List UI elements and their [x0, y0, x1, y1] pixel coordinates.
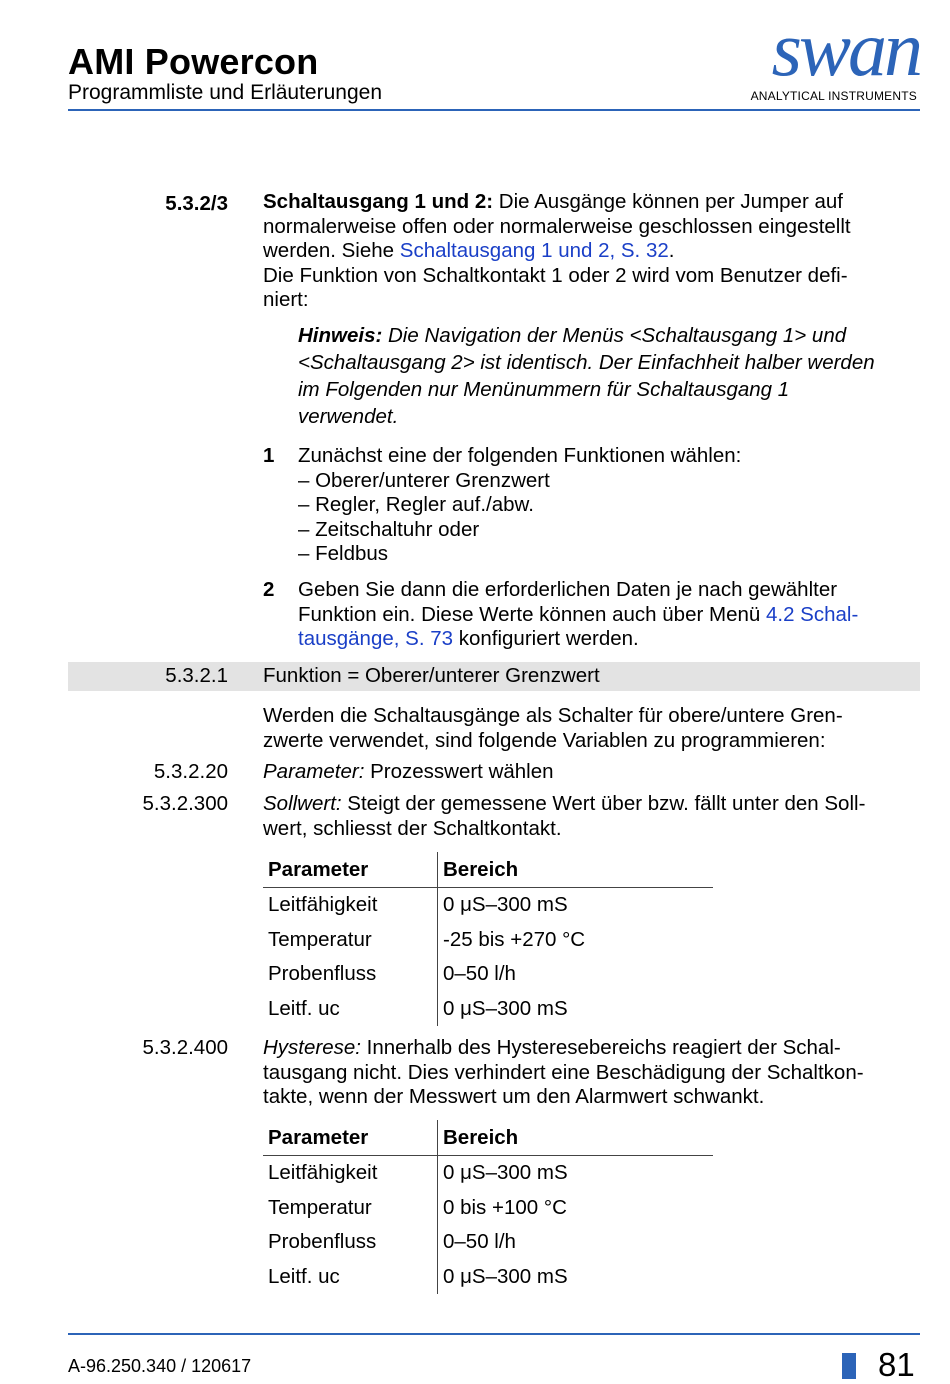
column-header: Parameter	[263, 852, 438, 888]
step-number: 2	[263, 578, 275, 601]
table-row: Probenfluss 0–50 l/h	[263, 957, 713, 992]
setpoint-range-table	[263, 852, 713, 1026]
table-row: Leitf. uc 0 μS–300 mS	[263, 992, 713, 1027]
section-number: 5.3.2.400	[142, 1036, 228, 1059]
subsection-title: Funktion = Oberer/unterer Grenzwert	[263, 664, 600, 687]
column-header: Parameter	[263, 1120, 438, 1156]
subsection-intro: Werden die Schaltausgänge als Schalter für obere/untere Gren- zwerte verwendet, sind folgende Variablen zu programmieren:	[263, 704, 843, 752]
document-title: AMI Powercon	[68, 41, 319, 82]
cross-reference-link[interactable]: 4.2 Schal-	[765, 602, 859, 626]
table-row: Leitfähigkeit 0 μS–300 mS	[263, 888, 713, 923]
step-number: 1	[263, 444, 275, 467]
document-number: A-96.250.340 / 120617	[68, 1356, 252, 1376]
hysteresis-range-table	[263, 1120, 713, 1294]
setpoint-entry: Sollwert: Steigt der gemessene Wert über bzw. fällt unter den Soll- wert, schliesst der Schaltkontakt.	[263, 792, 866, 840]
column-header: Bereich	[438, 852, 714, 888]
step-2-text: Geben Sie dann die erforderlichen Daten je nach gewählter Funktion ein. Diese Werte können auch über Menü 4.2 Schal- tausgänge, S. 73 konfiguriert werden.	[298, 578, 859, 650]
column-header: Bereich	[438, 1120, 714, 1156]
note-label: Hinweis:	[298, 324, 383, 347]
section-number: 5.3.2.300	[142, 792, 228, 815]
table-row: Leitfähigkeit 0 μS–300 mS	[263, 1156, 713, 1191]
section-paragraph: Schaltausgang 1 und 2: Die Ausgänge können per Jumper auf normalerweise offen oder normalerweise geschlossen eingestellt werden. Siehe Schaltausgang 1 und 2, S. 32. Die Funktion von Schaltkontakt 1 oder 2 wird vom Benutzer defi- niert:	[263, 190, 851, 311]
parameter-entry: Parameter: Prozesswert wählen	[263, 760, 554, 783]
document-subtitle: Programmliste und Erläuterungen	[68, 81, 382, 104]
page-marker-block	[842, 1353, 856, 1379]
table-row: Temperatur 0 bis +100 °C	[263, 1191, 713, 1226]
hysteresis-entry: Hysterese: Innerhalb des Hysteresebereichs reagiert der Schal- tausgang nicht. Dies verhindert eine Beschädigung der Schaltkon- takte, wenn der Messwert um den Alarmwert schwankt.	[263, 1036, 864, 1108]
table-row: Temperatur -25 bis +270 °C	[263, 923, 713, 958]
note-box: Hinweis: Die Navigation der Menüs <Schaltausgang 1> und <Schaltausgang 2> ist identisch. Der Einfachheit halber werden im Folgenden nur Menünummern für Schaltausgang 1 verwendet.	[298, 324, 875, 428]
list-item: – Oberer/unterer Grenzwert	[298, 468, 550, 492]
cross-reference-link[interactable]: tausgänge, S. 73	[298, 627, 454, 650]
section-number: 5.3.2.20	[153, 760, 228, 783]
section-number: 5.3.2.1	[165, 664, 228, 687]
list-item: – Regler, Regler auf./abw.	[298, 493, 534, 516]
section-number: 5.3.2/3	[165, 192, 228, 215]
table-header-row	[263, 852, 713, 888]
table-row: Leitf. uc 0 μS–300 mS	[263, 1260, 713, 1295]
page-number: 81	[878, 1346, 915, 1383]
table-header-row	[263, 1120, 713, 1156]
list-item: – Feldbus	[298, 542, 389, 565]
logo-tagline: ANALYTICAL INSTRUMENTS	[750, 89, 917, 103]
cross-reference-link[interactable]: Schaltausgang 1 und 2, S. 32	[399, 239, 669, 262]
swan-logo: swan	[771, 5, 920, 92]
header-rule	[68, 109, 920, 111]
step-1-text: Zunächst eine der folgenden Funktionen wählen: – Oberer/unterer Grenzwert – Regler, Regler auf./abw. – Zeitschaltuhr oder – Feldbus	[298, 444, 918, 567]
table-row: Probenfluss 0–50 l/h	[263, 1225, 713, 1260]
section-heading: Schaltausgang 1 und 2:	[263, 190, 494, 213]
list-item: – Zeitschaltuhr oder	[298, 517, 480, 541]
footer-rule	[68, 1333, 920, 1335]
